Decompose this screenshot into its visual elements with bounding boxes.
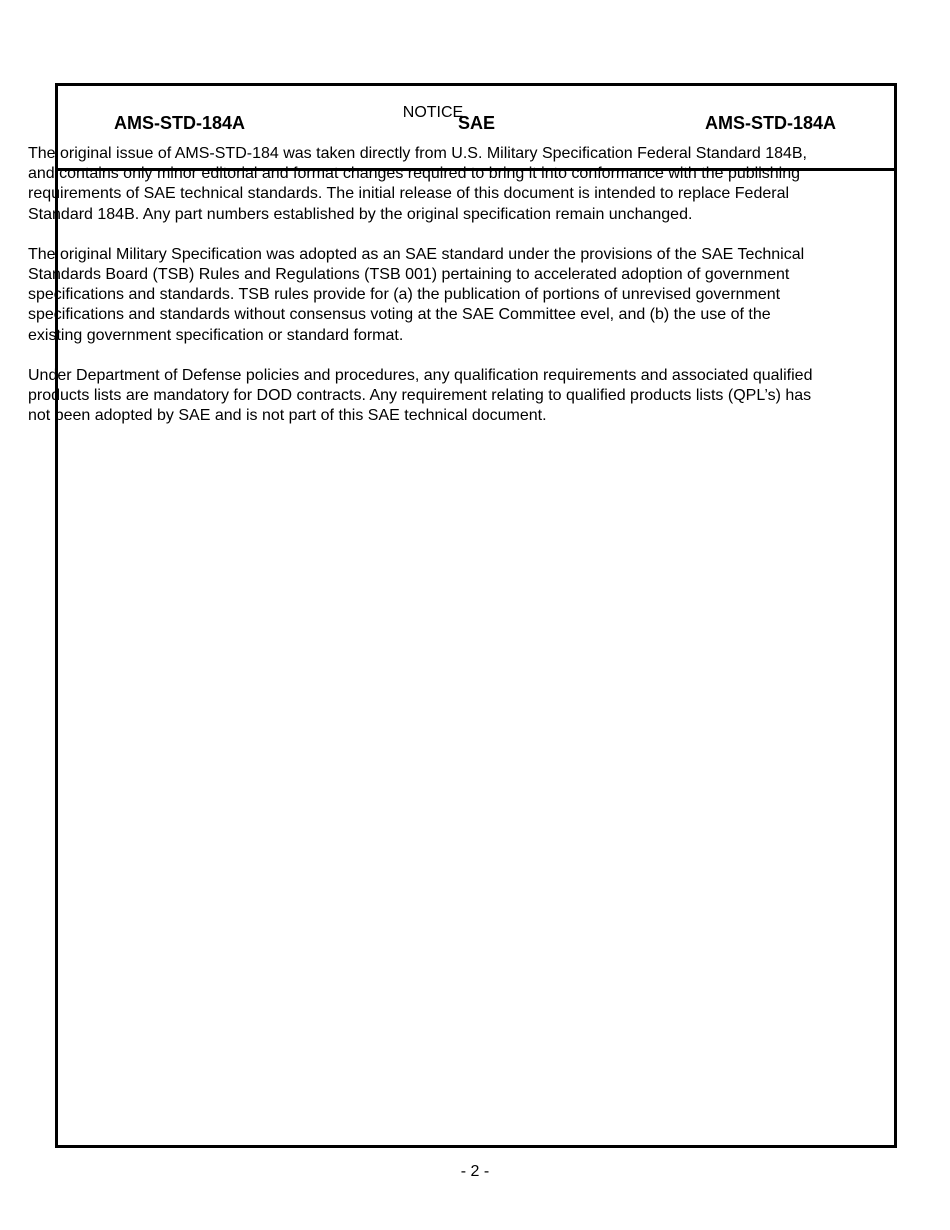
- header-document-id-right: AMS-STD-184A: [705, 113, 837, 133]
- notice-paragraph: The original issue of AMS-STD-184 was taken directly from U.S. Military Specification Federal Standard 184B, and contains only minor editorial and format changes required to bring it into conformance with the publishing requirements of SAE technical standards. The initial release of this document is intended to replace Federal Standard 184B. Any part numbers established by the original specification remain unchanged.: [28, 145, 807, 223]
- notice-paragraph: The original Military Specification was adopted as an SAE standard under the provisions of the SAE Technical Standards Board (TSB) Rules and Regulations (TSB 001) pertaining to accelerated adoption of government specifications and standards. TSB rules provide for (a) the publication of portions of unrevised government specifications and standards without consensus voting at the SAE Committee evel, and (b) the use of the existing government specification or standard format.: [28, 245, 805, 344]
- page-number: - 2 -: [460, 1163, 490, 1180]
- header-organization: SAE: [458, 113, 496, 133]
- notice-heading: NOTICE: [402, 104, 464, 121]
- header-document-id-left: AMS-STD-184A: [114, 113, 246, 133]
- notice-body: [28, 144, 814, 446]
- notice-paragraph: Under Department of Defense policies and procedures, any qualification requirements and associated qualified products lists are mandatory for DOD contracts. Any requirement relating to qualified products lists (QPL’s) has not been adopted by SAE and is not part of this SAE technical document.: [28, 366, 813, 425]
